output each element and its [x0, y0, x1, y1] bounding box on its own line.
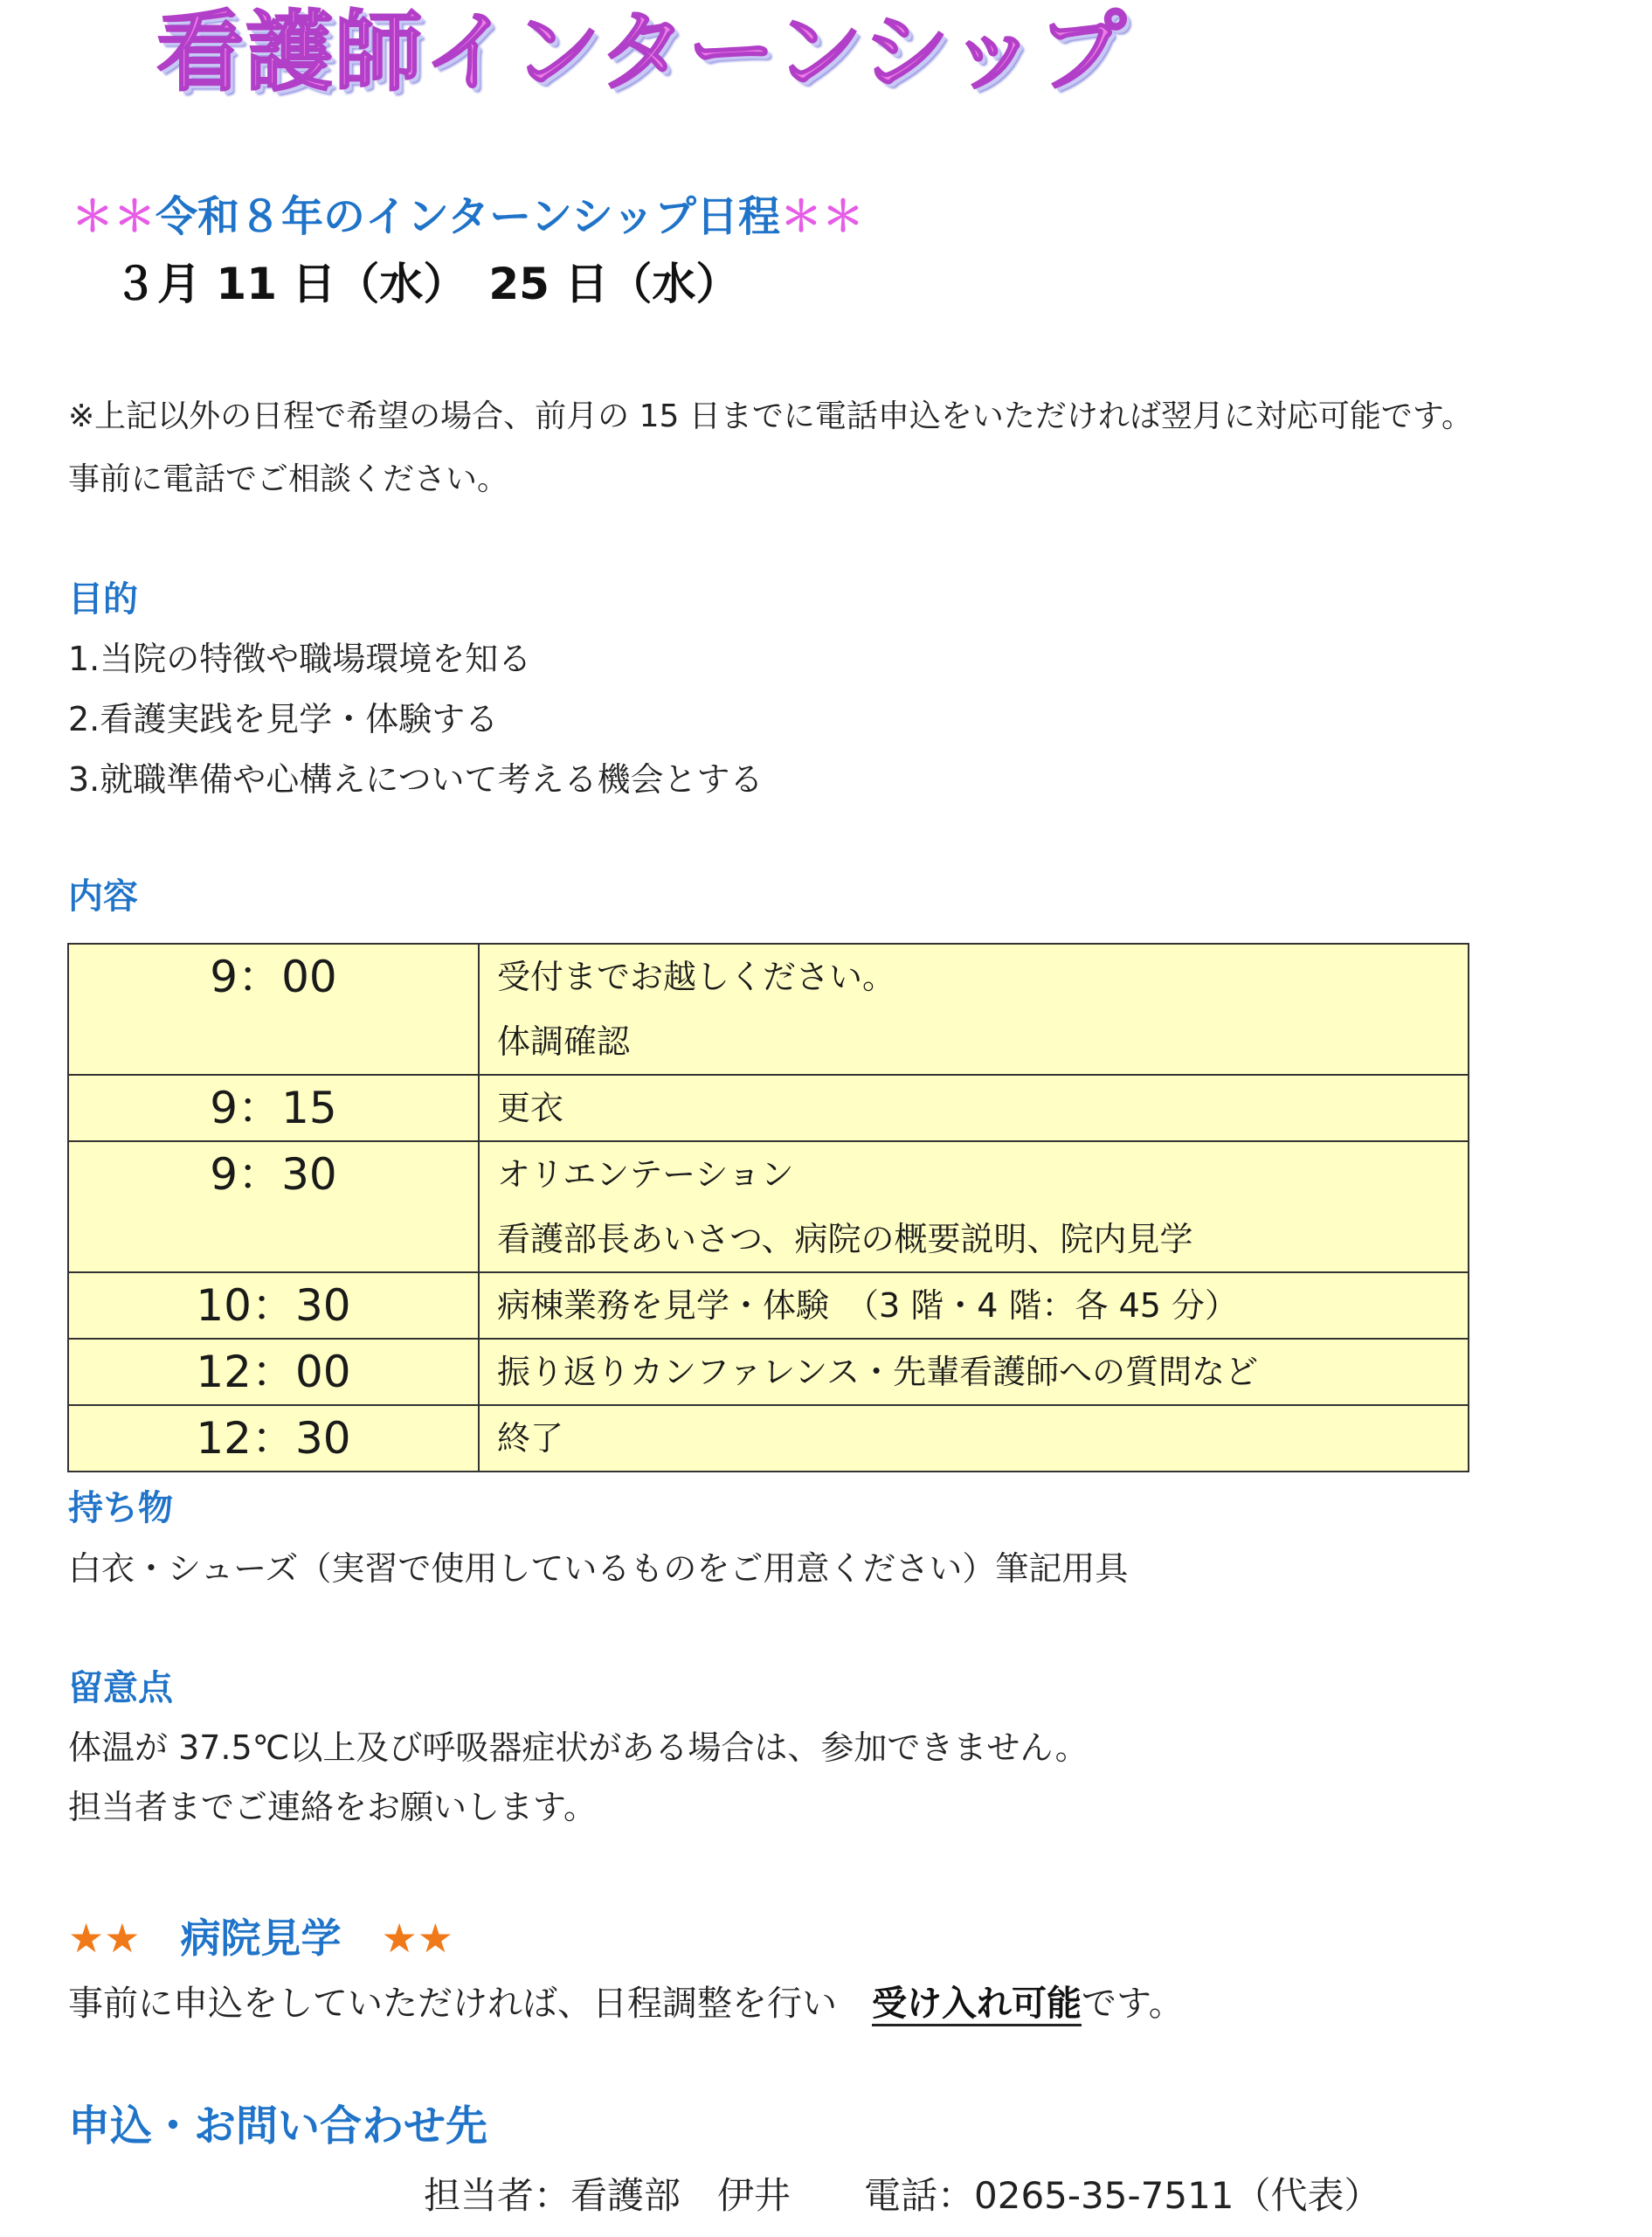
hospital-visit-title: 病院見学: [180, 1915, 342, 1962]
hospital-visit-text-before: 事前に申込をしていただければ、日程調整を行い: [68, 1984, 872, 2024]
description-line: 振り返りカンファレンス・先輩看護師への質問など: [497, 1353, 1259, 1391]
table-row: [68, 944, 1469, 1075]
table-cell-time: 9：00: [68, 944, 479, 1075]
table-cell-description: [479, 1272, 1469, 1339]
table-cell-time: 9：30: [68, 1141, 479, 1272]
table-row: [68, 1339, 1469, 1405]
table-row: [68, 1141, 1469, 1272]
schedule-table: [67, 943, 1469, 1472]
asterisk-decoration-right: ＊＊: [779, 192, 864, 241]
page-title: 看護師インターンシップ: [156, 1, 1128, 103]
table-cell-description: [479, 1405, 1469, 1472]
description-line: オリエンテーション: [497, 1155, 794, 1194]
acceptance-emphasis: 受け入れ可能: [872, 1984, 1082, 2026]
contact-info: 担当者：看護部 伊井 電話：0265-35-7511（代表）: [424, 2174, 1381, 2217]
table-row: [68, 1405, 1469, 1472]
purpose-item: 1.当院の特徴や職場環境を知る: [68, 640, 532, 678]
table-cell-time: 9：15: [68, 1075, 479, 1141]
schedule-note: 事前に電話でご相談ください。: [68, 461, 509, 497]
contact-heading: 申込・お問い合わせ先: [68, 2102, 488, 2150]
schedule-note: ※上記以外の日程で希望の場合、前月の 15 日までに電話申込をいただければ翌月に対応可能です。: [68, 398, 1473, 434]
schedule-dates: ３月 11 日（水） 25 日（水）: [114, 259, 740, 309]
caution-line: 体温が 37.5℃以上及び呼吸器症状がある場合は、参加できません。: [68, 1728, 1089, 1767]
description-line: 体調確認: [497, 1022, 631, 1061]
belongings-text: 白衣・シューズ（実習で使用しているものをご用意ください）筆記用具: [68, 1549, 1129, 1588]
asterisk-decoration-left: ＊＊: [72, 192, 156, 241]
schedule-heading: [72, 188, 864, 246]
description-line: 受付までお越しください。: [497, 958, 896, 996]
table-cell-time: 10：30: [68, 1272, 479, 1339]
description-line: 終了: [497, 1419, 564, 1458]
table-cell-time: 12：00: [68, 1339, 479, 1405]
description-line: 病棟業務を見学・体験 （3 階・4 階：各 45 分）: [497, 1286, 1239, 1325]
hospital-visit-text: [68, 1973, 1184, 2034]
description-line: 更衣: [497, 1089, 564, 1127]
star-decoration-left: ★★: [68, 1915, 141, 1962]
schedule-heading-text: 令和８年のインターンシップ日程: [156, 192, 780, 241]
section-heading-cautions: 留意点: [68, 1668, 173, 1708]
table-cell-time: 12：30: [68, 1405, 479, 1472]
table-cell-description: [479, 944, 1469, 1075]
section-heading-belongings: 持ち物: [68, 1488, 173, 1528]
table-row: [68, 1075, 1469, 1141]
caution-line: 担当者までご連絡をお願いします。: [68, 1788, 597, 1826]
table-row: [68, 1272, 1469, 1339]
section-heading-purpose: 目的: [68, 579, 138, 620]
purpose-item: 2.看護実践を見学・体験する: [68, 700, 499, 738]
hospital-visit-text-after: です。: [1082, 1984, 1184, 2024]
table-cell-description: [479, 1075, 1469, 1141]
section-heading-content: 内容: [68, 876, 138, 917]
hospital-visit-heading: [68, 1908, 453, 1969]
description-line: 看護部長あいさつ、病院の概要説明、院内見学: [497, 1220, 1193, 1258]
table-cell-description: [479, 1339, 1469, 1405]
purpose-item: 3.就職準備や心構えについて考える機会とする: [68, 760, 764, 799]
table-cell-description: [479, 1141, 1469, 1272]
star-decoration-right: ★★: [381, 1915, 453, 1962]
